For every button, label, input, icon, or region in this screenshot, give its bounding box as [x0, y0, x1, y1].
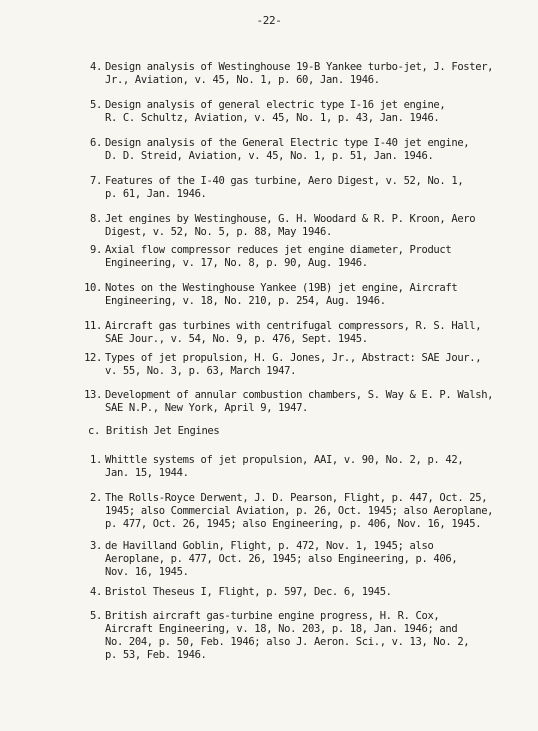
reference-entry: [90, 61, 530, 87]
entry-number: 11.: [84, 320, 102, 332]
entry-line: Design analysis of the General Electric type I-40 jet engine,: [105, 137, 470, 149]
entry-line: Digest, v. 52, No. 5, p. 88, May 1946.: [105, 226, 332, 238]
entry-number: 7.: [90, 175, 102, 187]
entry-number: 3.: [90, 540, 102, 552]
entry-line: Notes on the Westinghouse Yankee (19B) jet engine, Aircraft: [105, 282, 458, 294]
entry-number: 13.: [84, 389, 102, 401]
entry-line: Design analysis of general electric type I-16 jet engine,: [105, 99, 446, 111]
reference-entry: [90, 540, 530, 579]
reference-entry: [90, 137, 530, 163]
reference-entry: [84, 352, 530, 378]
entry-line: Aircraft Engineering, v. 18, No. 203, p. 18, Jan. 1946; and: [105, 623, 458, 635]
entry-line: Design analysis of Westinghouse 19-B Yankee turbo-jet, J. Foster,: [105, 61, 494, 73]
entry-line: de Havilland Goblin, Flight, p. 472, Nov. 1, 1945; also: [105, 540, 434, 552]
reference-entry: [84, 320, 530, 346]
entry-line: Whittle systems of jet propulsion, AAI, v. 90, No. 2, p. 42,: [105, 454, 464, 466]
page-number: -22-: [256, 14, 282, 27]
entry-number: 9.: [90, 244, 102, 256]
entry-number: 5.: [90, 99, 102, 111]
reference-entry: [90, 99, 530, 125]
entry-number: 10.: [84, 282, 102, 294]
section-heading: c. British Jet Engines: [88, 425, 220, 437]
reference-entry: [90, 610, 530, 662]
reference-entry: [90, 213, 530, 239]
entry-line: Engineering, v. 18, No. 210, p. 254, Aug. 1946.: [105, 295, 386, 307]
entry-number: 4.: [90, 586, 102, 598]
entry-line: Aircraft gas turbines with centrifugal compressors, R. S. Hall,: [105, 320, 482, 332]
entry-line: Jan. 15, 1944.: [105, 467, 189, 479]
entry-number: 4.: [90, 61, 102, 73]
entry-line: Jr., Aviation, v. 45, No. 1, p. 60, Jan. 1946.: [105, 74, 380, 86]
entry-line: SAE Jour., v. 54, No. 9, p. 476, Sept. 1945.: [105, 333, 368, 345]
entry-line: Features of the I-40 gas turbine, Aero Digest, v. 52, No. 1,: [105, 175, 464, 187]
entry-line: p. 477, Oct. 26, 1945; also Engineering, p. 406, Nov. 16, 1945.: [105, 518, 482, 530]
entry-line: Aeroplane, p. 477, Oct. 26, 1945; also Engineering, p. 406,: [105, 553, 458, 565]
entry-line: Axial flow compressor reduces jet engine diameter, Product: [105, 244, 452, 256]
entry-line: Nov. 16, 1945.: [105, 566, 189, 578]
entry-line: D. D. Streid, Aviation, v. 45, No. 1, p. 51, Jan. 1946.: [105, 150, 434, 162]
reference-entry: [84, 282, 530, 308]
entry-number: 12.: [84, 352, 102, 364]
entry-line: 1945; also Commercial Aviation, p. 26, Oct. 1945; also Aeroplane,: [105, 505, 494, 517]
entry-line: Bristol Theseus I, Flight, p. 597, Dec. 6, 1945.: [105, 586, 392, 598]
entry-line: Engineering, v. 17, No. 8, p. 90, Aug. 1946.: [105, 257, 368, 269]
entry-line: v. 55, No. 3, p. 63, March 1947.: [105, 365, 297, 377]
entry-number: 2.: [90, 492, 102, 504]
entry-line: No. 204, p. 50, Feb. 1946; also J. Aeron. Sci., v. 13, No. 2,: [105, 636, 470, 648]
entry-number: 5.: [90, 610, 102, 622]
entry-line: Development of annular combustion chambers, S. Way & E. P. Walsh,: [105, 389, 494, 401]
entry-line: The Rolls-Royce Derwent, J. D. Pearson, Flight, p. 447, Oct. 25,: [105, 492, 488, 504]
reference-entry: [90, 244, 530, 270]
reference-entry: [90, 586, 530, 599]
reference-entry: [84, 389, 530, 415]
entry-line: p. 61, Jan. 1946.: [105, 188, 207, 200]
entry-line: p. 53, Feb. 1946.: [105, 649, 207, 661]
entry-line: Types of jet propulsion, H. G. Jones, Jr., Abstract: SAE Jour.,: [105, 352, 482, 364]
entry-line: British aircraft gas-turbine engine progress, H. R. Cox,: [105, 610, 440, 622]
reference-entry: [90, 492, 530, 531]
reference-entry: [90, 175, 530, 201]
entry-number: 1.: [90, 454, 102, 466]
entry-line: R. C. Schultz, Aviation, v. 45, No. 1, p. 43, Jan. 1946.: [105, 112, 440, 124]
entry-line: SAE N.P., New York, April 9, 1947.: [105, 402, 309, 414]
reference-entry: [90, 454, 530, 480]
entry-number: 6.: [90, 137, 102, 149]
entry-number: 8.: [90, 213, 102, 225]
entry-line: Jet engines by Westinghouse, G. H. Woodard & R. P. Kroon, Aero: [105, 213, 476, 225]
